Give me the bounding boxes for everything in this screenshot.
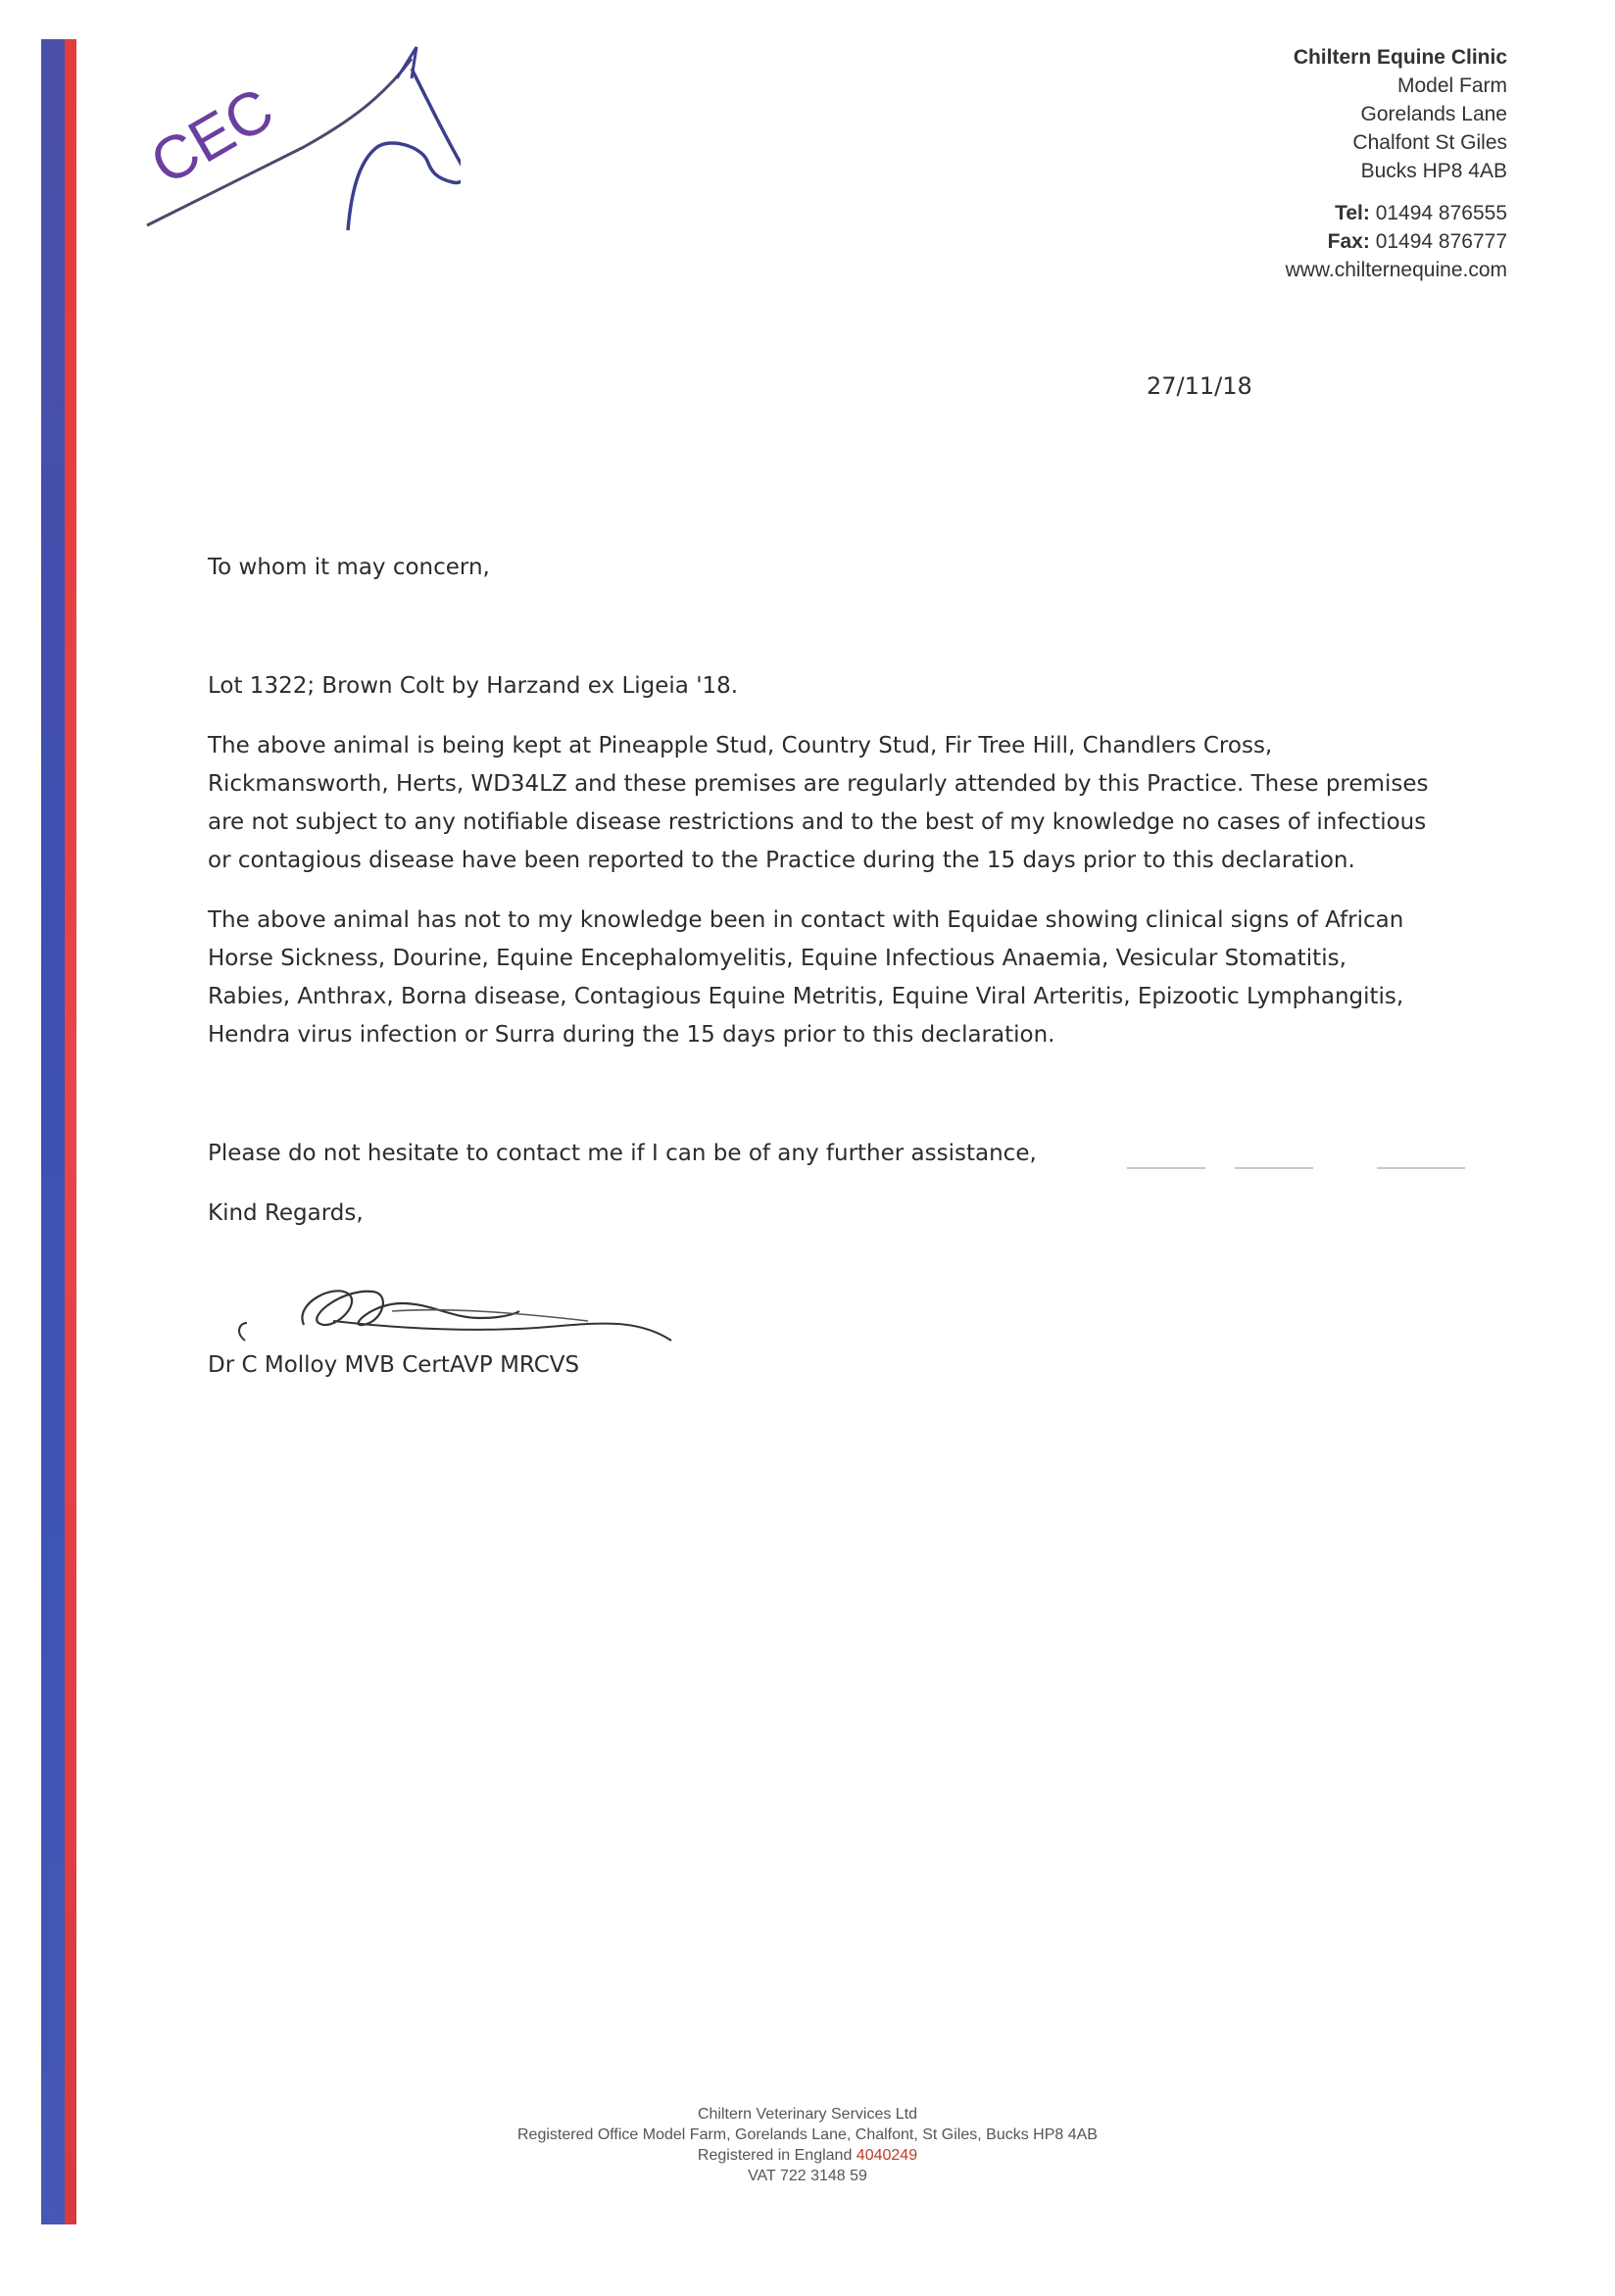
scan-artifact-line xyxy=(1235,1167,1313,1169)
fax xyxy=(1286,227,1507,256)
tel-label: Tel: xyxy=(1335,202,1370,224)
handwritten-signature xyxy=(225,1264,686,1352)
footer xyxy=(0,2104,1615,2186)
logo-text: CEC xyxy=(139,74,285,199)
stripe-red-band xyxy=(65,39,76,2224)
footer-vat: VAT 722 3148 59 xyxy=(748,2168,867,2184)
scan-artifact-line xyxy=(1127,1167,1205,1169)
tel-value: 01494 876555 xyxy=(1375,202,1507,224)
lot-description: Lot 1322; Brown Colt by Harzand ex Ligeia '18. xyxy=(208,673,739,699)
address-line-4: Bucks HP8 4AB xyxy=(1360,160,1507,182)
address-line-2: Gorelands Lane xyxy=(1360,103,1507,125)
telephone xyxy=(1286,199,1507,227)
letter-date: 27/11/18 xyxy=(1147,372,1252,400)
clinic-logo xyxy=(137,39,461,235)
letterhead-address xyxy=(1286,43,1507,284)
fax-value: 01494 876777 xyxy=(1375,230,1507,253)
footer-company: Chiltern Veterinary Services Ltd xyxy=(697,2106,918,2123)
website-link[interactable]: www.chilternequine.com xyxy=(1285,259,1507,281)
letter-body xyxy=(208,549,1433,1233)
footer-registered-number: 4040249 xyxy=(856,2147,918,2164)
footer-registration xyxy=(0,2145,1615,2166)
salutation: To whom it may concern, xyxy=(208,555,490,580)
logo-horse-head xyxy=(348,69,461,230)
footer-registered-office: Registered Office Model Farm, Gorelands Lane, Chalfont, St Giles, Bucks HP8 4AB xyxy=(517,2126,1098,2143)
paragraph-premises: The above animal is being kept at Pineapple Stud, Country Stud, Fir Tree Hill, Chandlers Cross, Rickmansworth, Herts, WD34LZ and these premises are regularly attended by this Practice. These premises are not subject to any notifiable disease restrictions and to the best of my knowledge no cases of infectious or contagious disease have been reported to the Practice during the 15 days prior to this declaration. xyxy=(208,733,1429,873)
paragraph-disease-contact: The above animal has not to my knowledge been in contact with Equidae showing clinical signs of African Horse Sickness, Dourine, Equine Encephalomyelitis, Equine Infectious Anaemia, Vesicular Stomatitis, Rabies, Anthrax, Borna disease, Contagious Equine Metritis, Equine Viral Arteritis, Epizootic Lymphangitis, Hendra virus infection or Surra during the 15 days prior to this declaration. xyxy=(208,907,1404,1048)
signatory-name: Dr C Molloy MVB CertAVP MRCVS xyxy=(208,1352,580,1378)
closing: Kind Regards, xyxy=(208,1200,364,1226)
contact-sentence: Please do not hesitate to contact me if I can be of any further assistance, xyxy=(208,1141,1037,1166)
clinic-name: Chiltern Equine Clinic xyxy=(1293,46,1507,69)
footer-registered-label: Registered in England xyxy=(697,2147,853,2164)
address-spacer xyxy=(1286,185,1507,199)
fax-label: Fax: xyxy=(1327,230,1370,253)
address-line-3: Chalfont St Giles xyxy=(1352,131,1507,154)
stripe-blue-band xyxy=(41,39,65,2224)
address-line-1: Model Farm xyxy=(1396,74,1507,97)
left-border-stripe xyxy=(41,39,76,2224)
scan-artifact-line xyxy=(1377,1167,1465,1169)
